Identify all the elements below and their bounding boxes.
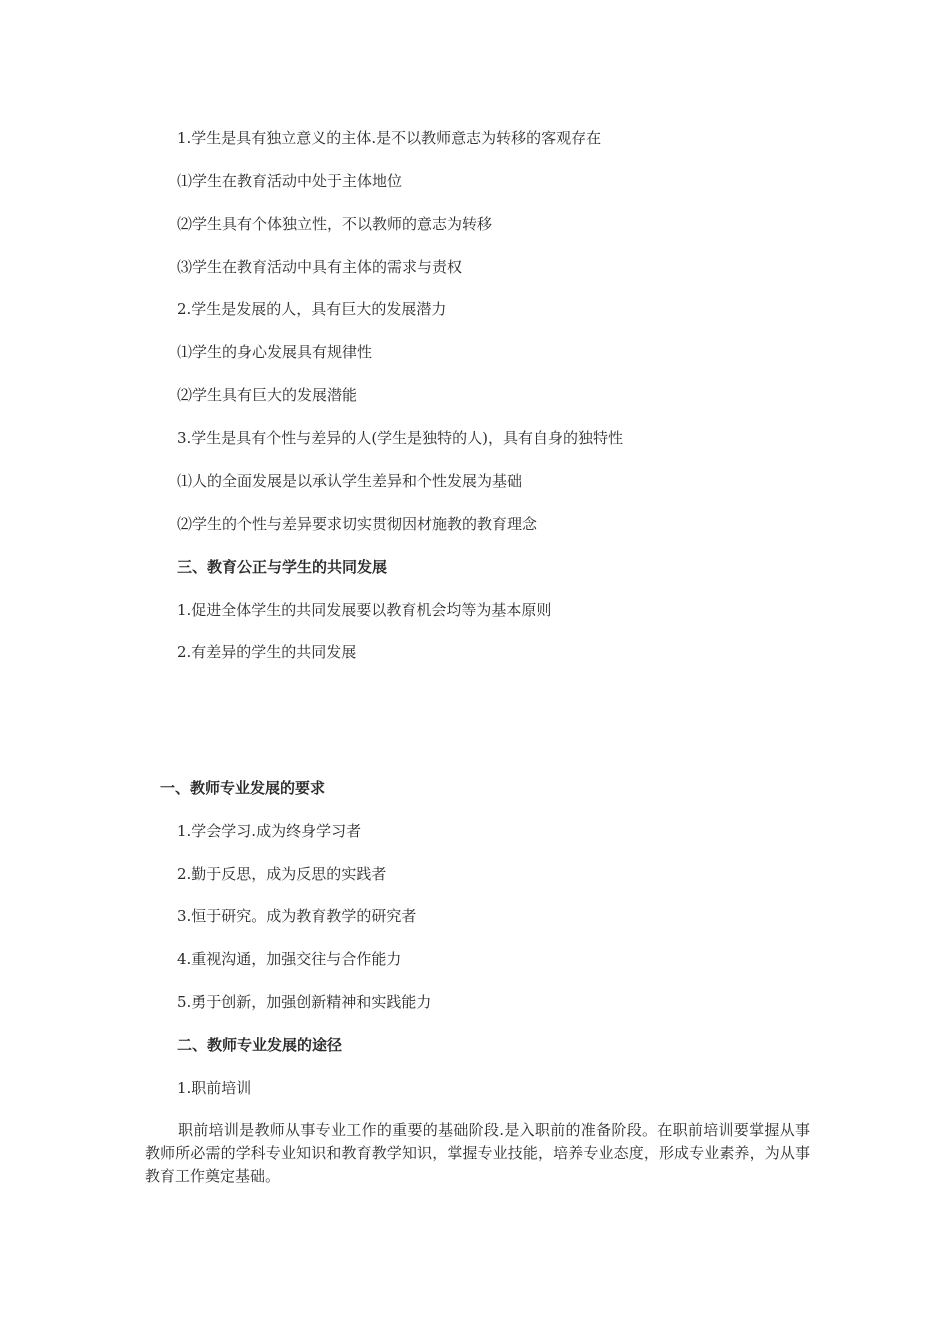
list-item: ⑵学生具有个体独立性，不以教师的意志为转移	[177, 215, 493, 233]
list-item: 2.学生是发展的人，具有巨大的发展潜力	[177, 300, 447, 318]
list-item: 2.勤于反思，成为反思的实践者	[177, 865, 387, 883]
section-heading-education-fairness: 三、教育公正与学生的共同发展	[177, 558, 388, 576]
list-item: ⑴学生在教育活动中处于主体地位	[177, 172, 403, 190]
section-heading-teacher-paths: 二、教师专业发展的途径	[177, 1036, 343, 1054]
list-item: 1.职前培训	[177, 1079, 252, 1097]
list-item: 3.学生是具有个性与差异的人(学生是独特的人)，具有自身的独特性	[177, 429, 624, 447]
list-item: 2.有差异的学生的共同发展	[177, 643, 357, 661]
section-heading-teacher-requirements: 一、教师专业发展的要求	[160, 779, 326, 797]
list-item: 1.学会学习.成为终身学习者	[177, 822, 362, 840]
paragraph-preservice-training: 职前培训是教师从事专业工作的重要的基础阶段.是入职前的准备阶段。在职前培训要掌握从事教师所必需的学科专业知识和教育教学知识，掌握专业技能，培养专业态度，形成专业素养，为从事教育工作奠定基础。	[145, 1121, 810, 1185]
list-item: ⑵学生具有巨大的发展潜能	[177, 386, 358, 404]
list-item: ⑴学生的身心发展具有规律性	[177, 343, 373, 361]
list-item: 3.恒于研究。成为教育教学的研究者	[177, 907, 417, 925]
list-item: ⑵学生的个性与差异要求切实贯彻因材施教的教育理念	[177, 515, 538, 533]
list-item: 1.促进全体学生的共同发展要以教育机会均等为基本原则	[177, 601, 552, 619]
list-item: ⑶学生在教育活动中具有主体的需求与责权	[177, 258, 463, 276]
list-item: 5.勇于创新，加强创新精神和实践能力	[177, 993, 432, 1011]
list-item: 1.学生是具有独立意义的主体.是不以教师意志为转移的客观存在	[177, 129, 602, 147]
list-item: ⑴人的全面发展是以承认学生差异和个性发展为基础	[177, 472, 523, 490]
list-item: 4.重视沟通，加强交往与合作能力	[177, 950, 402, 968]
